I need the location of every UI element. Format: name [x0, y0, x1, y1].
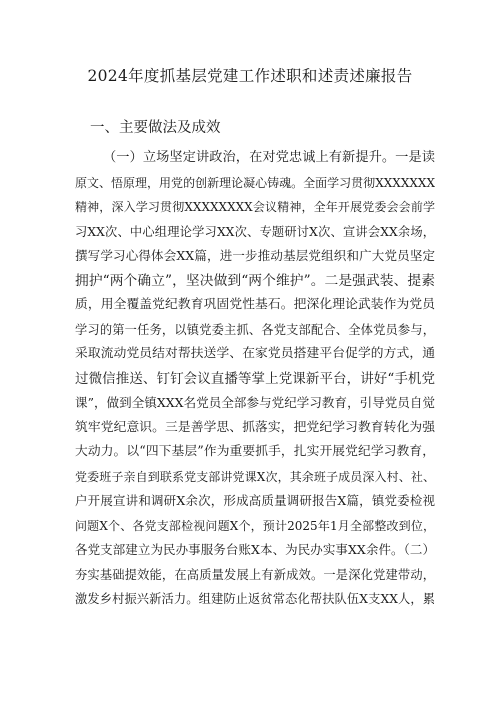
paragraph-line: 采取流动党员结对帮扶送学、在家党员搭建平台促学的方式，通	[75, 346, 435, 361]
paragraph-line: 党委班子亲自到联系党支部讲党课X次，其余班子成员深入村、社、	[75, 469, 435, 484]
paragraph-line: 原文、悟原理，用党的创新理论凝心铸魂。全面学习贯彻XXXXXXX	[75, 175, 435, 190]
paragraph-line: 课”，做到全镇XXX名党员全部参与党纪学习教育，引导党员自觉	[75, 395, 435, 410]
paragraph-line: 习XX次、中心组理论学习XX次、专题研讨X次、宣讲会XX余场，	[75, 224, 435, 239]
paragraph-line: 撰写学习心得体会XX篇，进一步推动基层党组织和广大党员坚定	[75, 248, 435, 263]
paragraph-line: 过微信推送、钉钉会议直播等掌上党课新平台，讲好“手机党	[75, 370, 435, 387]
section-heading: 一、主要做法及成效	[90, 120, 221, 136]
paragraph-line: 夯实基础提效能，在高质量发展上有新成效。一是深化党建带动，	[75, 567, 435, 582]
document-title: 2024年度抓基层党建工作述职和述责述廉报告	[87, 67, 413, 85]
body-paragraph	[75, 146, 435, 612]
paragraph-line: 激发乡村振兴新活力。组建防止返贫常态化帮扶队伍X支XX人，累	[75, 592, 435, 606]
paragraph-line: 质，用全覆盖党纪教育巩固党性基石。把深化理论武装作为党员	[75, 297, 435, 312]
paragraph-line: 大动力。以“四下基层”作为重要抓手，扎实开展党纪学习教育，	[75, 444, 435, 459]
paragraph-line: （一）立场坚定讲政治，在对党忠诚上有新提升。一是读	[103, 150, 435, 165]
paragraph-line: 问题X个、各党支部检视问题X个，预计2025年1月全部整改到位，	[75, 518, 435, 533]
paragraph-line: 拥护“两个确立”，坚决做到“两个维护”。二是强武装、提素	[75, 272, 435, 289]
paragraph-line: 精神，深入学习贯彻XXXXXXXX会议精神，全年开展党委会会前学	[75, 200, 435, 214]
paragraph-line: 户开展宣讲和调研X余次，形成高质量调研报告X篇，镇党委检视	[75, 493, 435, 508]
paragraph-line: 筑牢党纪意识。三是善学思、抓落实，把党纪学习教育转化为强	[75, 419, 435, 435]
paragraph-line: 各党支部建立为民办事服务台账X本、为民办实事XX余件。（二）	[75, 542, 435, 557]
paragraph-line: 学习的第一任务，以镇党委主抓、各党支部配合、全体党员参与，	[75, 322, 435, 337]
